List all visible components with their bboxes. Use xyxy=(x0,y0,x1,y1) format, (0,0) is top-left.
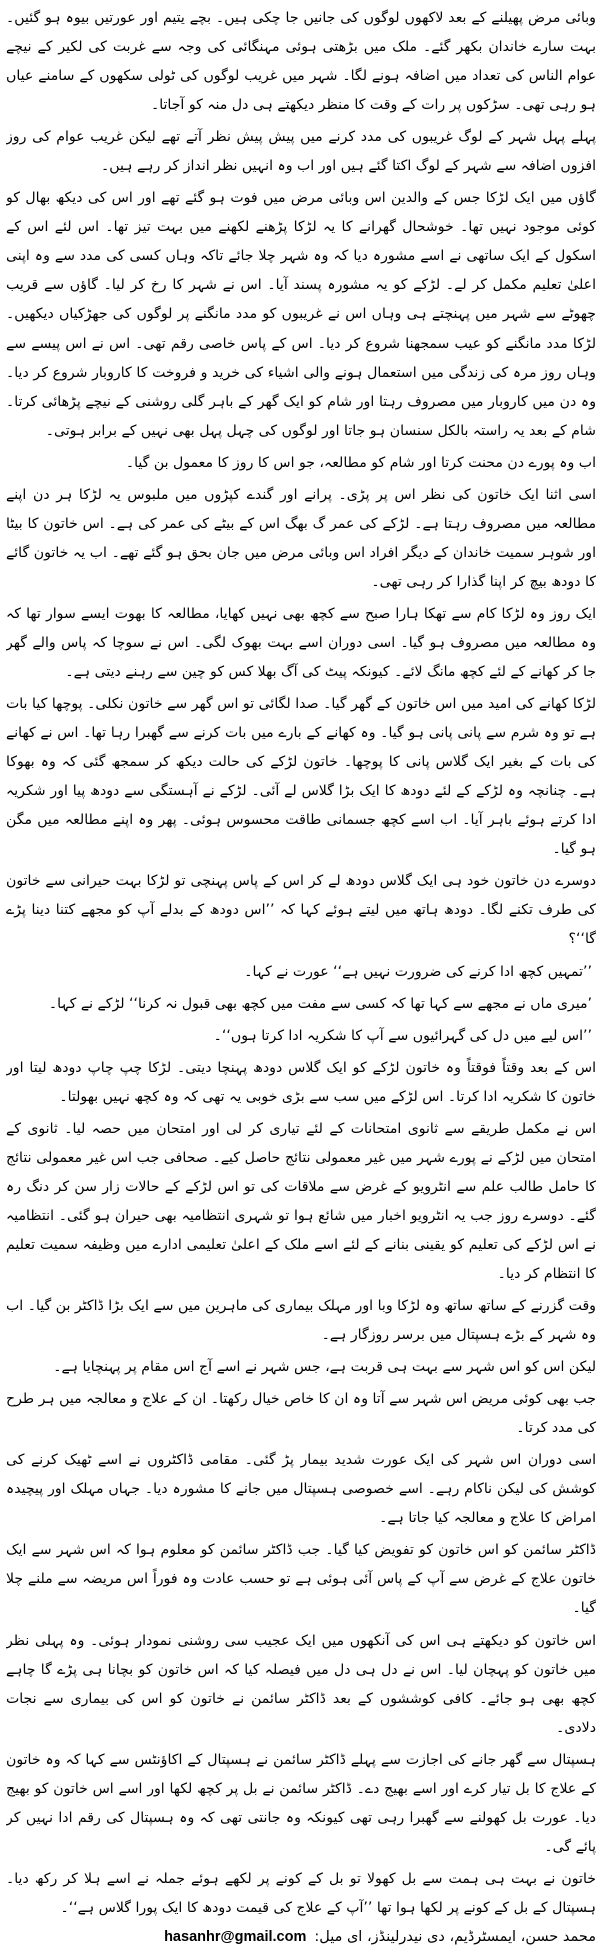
article-paragraph-16: جب بھی کوئی مریض اس شہر سے آتا وہ ان کا خاص خیال رکھتا۔ ان کے علاج و معالجہ میں ہر طرح کی مدد کرتا۔ xyxy=(6,1391,596,1437)
author-signature xyxy=(6,1927,596,1947)
article-paragraph-5: اسی اثنا ایک خاتون کی نظر اس پر پڑی۔ پرانے اور گندے کپڑوں میں ملبوس یہ لڑکا ہر دن اپنے مطالعہ میں مصروف رہتا ہے۔ لڑکے کی عمر گ بھگ اس کے بیٹے کی عمر کی ہے۔ اس خاتون کا بیٹا اور شوہر سمیت خاندان کے دیگر افراد اس وبائی مرض میں جان بحق ہو گئے تھے۔ اب یہ خاتون گائے کا دودھ بیچ کر اپنا گذارا کر رہی تھی۔ xyxy=(6,486,596,590)
article-paragraph-21: خاتون نے بہت ہی ہمت سے بل کھولا تو بل کے کونے پر لکھے ہوئے جملہ نے اسے ہلا کر رکھ دیا۔ ہسپتال کے بل کے کونے پر لکھا ہوا تھا ’’آپ کے علاج کی قیمت دودھ کا ایک پورا گلاس ہے‘‘۔ xyxy=(6,1870,596,1916)
article-paragraph-14: وقت گزرنے کے ساتھ ساتھ وہ لڑکا وبا اور مہلک بیماری کی ماہرین میں سے ایک بڑا ڈاکٹر بن گیا۔ اب وہ شہر کے بڑے ہسپتال میں برسر روزگار ہے۔ xyxy=(6,1298,596,1344)
article-paragraph-7: لڑکا کھانے کی امید میں اس خاتون کے گھر گیا۔ صدا لگائی تو اس گھر سے خاتون نکلی۔ پوچھا کیا بات ہے تو وہ شرم سے پانی پانی ہو گیا۔ وہ کھانے کے بارے میں بات کرنے سے گھبرا رہا تھا۔ اس نے کھانے کی بات کے بغیر ایک گلاس پانی کا پوچھا۔ خاتون لڑکے کی حالت دیکھ کر سمجھ گئی کہ وہ بھوکا ہے۔ چنانچہ وہ لڑکے کے لئے دودھ کا ایک بڑا گلاس لے آئی۔ لڑکے نے آہستگی سے دودھ پیا اور شکریہ ادا کرتے ہوئے باہر آیا۔ اب اسے کچھ جسمانی طاقت محسوس ہوئی۔ پھر وہ اپنے مطالعہ میں مگن ہو گیا۔ xyxy=(6,696,596,858)
article-paragraph-6: ایک روز وہ لڑکا کام سے تھکا ہارا صبح سے کچھ بھی نہیں کھایا، مطالعہ کا بھوت ایسے سوار تھا کہ وہ مطالعہ میں مصروف ہو گیا۔ اسی دوران اسے بہت بھوک لگی۔ اس نے سوچا کہ پاس والے گھر جا کر کھانے کے لئے کچھ مانگ لائے۔ کیونکہ پیٹ کی آگ بھلا کس کو چین سے رہنے دیتی ہے۔ xyxy=(6,605,596,681)
author-email[interactable]: hasanhr@gmail.com xyxy=(164,1929,307,1945)
article-paragraph-1: وبائی مرض پھیلنے کے بعد لاکھوں لوگوں کی جانیں جا چکی ہیں۔ بچے یتیم اور عورتیں بیوہ ہو گئیں۔ بہت سارے خاندان بکھر گئے۔ ملک میں بڑھتی ہوئی مہنگائی کی وجہ سے غربت کی لکیر کے نیچے عوام الناس کی تعداد میں اضافہ ہونے لگا۔ شہر میں غریب لوگوں کی ٹولی سکھوں کے سامنے عیاں ہو رہی تھی۔ سڑکوں پر رات کے وقت کا منظر دیکھتے ہی دل منہ کو آجاتا۔ xyxy=(6,10,596,114)
article-paragraph-12: اس کے بعد وقتاً فوقتاً وہ خاتون لڑکے کو ایک گلاس دودھ پہنچا دیتی۔ لڑکا چپ چاپ دودھ لیتا اور خاتون کا شکریہ ادا کرتا۔ اس لڑکے میں سب سے بڑی خوبی یہ تھی کہ وہ کچھ نہیں بھولتا۔ xyxy=(6,1059,596,1105)
article-paragraph-3: گاؤں میں ایک لڑکا جس کے والدین اس وبائی مرض میں فوت ہو گئے تھے اور اس کی دیکھ بھال کو کوئی موجود نہیں تھا۔ خوشحال گھرانے کا یہ لڑکا پڑھنے لکھنے میں بہت تیز تھا۔ اس لئے اس کے اسکول کے ایک ساتھی نے اسے مشورہ دیا کہ وہ شہر چلا جائے تاکہ وہاں کسی کی مدد سے وہ اپنی اعلیٰ تعلیم مکمل کر لے۔ لڑکے کو یہ مشورہ پسند آیا۔ اس نے شہر کا رخ کر لیا۔ گاؤں سے قریب چھوٹے سے شہر میں پہنچتے ہی وہاں اس نے غریبوں کو مدد مانگنے پر لوگوں کی جھڑکیاں دیکھیں۔ لڑکا مدد مانگنے کو عیب سمجھنا شروع کر دیا۔ اس کے پاس خاصی رقم تھی۔ اس نے اس پیسے سے وہاں روز مرہ کی زندگی میں استعمال ہونے والی اشیاء کی خرید و فروخت کا کاروبار شروع کر دیا۔ وہ دن میں کاروبار میں مصروف رہتا اور شام کو ایک گھر کے باہر گلی روشنی کے نیچے پڑھائی کرتا۔ شام کے بعد یہ راستہ بالکل سنسان ہو جاتا اور لوگوں کی چہل پہل بھی نہیں کے برابر ہوتی۔ xyxy=(6,190,596,439)
article-paragraph-8: دوسرے دن خاتون خود ہی ایک گلاس دودھ لے کر اس کے پاس پہنچی تو لڑکا بہت حیرانی سے خاتون کی طرف تکنے لگا۔ دودھ ہاتھ میں لیتے ہوئے کہا کہ ’’اس دودھ کے بدلے آپ کو مجھے کتنا دینا پڑے گا‘‘؟ xyxy=(6,873,596,948)
article-paragraph-18: ڈاکٹر سائمن کو اس خاتون کو تفویض کیا گیا۔ جب ڈاکٹر سائمن کو معلوم ہوا کہ اس شہر سے ایک خاتون علاج کے غرض سے آپ کے پاس آئی ہوئی ہے تو حسب عادت وہ فوراً اس مریضہ سے ملنے چلا گیا۔ xyxy=(6,1542,596,1617)
article-paragraph-20: ہسپتال سے گھر جانے کی اجازت سے پہلے ڈاکٹر سائمن نے ہسپتال کے اکاؤنٹس سے کہا کہ وہ خاتون کے علاج کا بل تیار کرے اور اسے بھیج دے۔ ڈاکٹر سائمن نے بل پر کچھ لکھا اور اسے اس خاتون کو بھیج دیا۔ عورت بل کھولنے سے گھبرا رہی تھی کیونکہ وہ جانتی تھی کہ وہ ہسپتال کی رقم ادا نہیں کر پائے گی۔ xyxy=(6,1751,596,1855)
dialogue-boy-mother-advice: ’میری ماں نے مجھے سے کہا تھا کہ کسی سے مفت میں کچھ بھی قبول نہ کرنا‘‘ لڑکے نے کہا۔ xyxy=(48,995,592,1012)
article-paragraph-2: پہلے پہل شہر کے لوگ غریبوں کی مدد کرنے میں پیش پیش نظر آتے تھے لیکن غریب عوام کی روز افزوں اضافہ سے شہر کے لوگ اکتا گئے ہیں اور اب وہ انہیں نظر انداز کر رہے ہیں۔ xyxy=(6,129,596,175)
author-name-location: محمد حسن، ایمسٹرڈیم، دی نیدرلینڈز، ای میل: xyxy=(314,1929,596,1945)
article-paragraph-19: اس خاتون کو دیکھتے ہی اس کی آنکھوں میں ایک عجیب سی روشنی نمودار ہوئی۔ وہ پہلی نظر میں خاتون کو پہچان لیا۔ اس نے دل ہی دل میں فیصلہ کیا کہ اس خاتون کو بچانا ہی پڑے گا چاہے کچھ بھی ہو جائے۔ کافی کوششوں کے بعد ڈاکٹر سائمن نے خاتون کو اس کی بیماری سے نجات دلادی۔ xyxy=(6,1632,596,1736)
dialogue-woman-reply: ’’تمہیں کچھ ادا کرنے کی ضرورت نہیں ہے‘‘ عورت نے کہا۔ xyxy=(244,963,592,980)
article-paragraph-17: اسی دوران اس شہر کی ایک عورت شدید بیمار پڑ گئی۔ مقامی ڈاکٹروں نے اسے ٹھیک کرنے کی کوشش کی لیکن ناکام رہے۔ اسے خصوصی ہسپتال میں جانے کا مشورہ دیا۔ جہاں مہلک اور پیچیدہ امراض کا علاج و معالجہ کیا جاتا ہے۔ xyxy=(6,1452,596,1527)
article-paragraph-13: اس نے مکمل طریقے سے ثانوی امتحانات کے لئے تیاری کر لی اور امتحان میں حصہ لیا۔ ثانوی کے امتحان میں لڑکے نے پورے شہر میں غیر معمولی نتائج حاصل کیے۔ صحافی جب اس غیر معمولی نتائج کا حامل طالب علم سے انٹرویو کے غرض سے ملاقات کی تو اس لڑکے کے حالات زار سن کر دنگ رہ گئے۔ دوسرے روز جب یہ انٹرویو اخبار میں شائع ہوا تو شہری انتظامیہ بھی حیران ہو گئی۔ انتظامیہ نے اس لڑکے کی تعلیم کو یقینی بنانے کے لئے اسے ملک کے اعلیٰ تعلیمی ادارے میں وظیفہ سمیت تعلیم کا انتظام کر دیا۔ xyxy=(6,1120,596,1282)
article-paragraph-15: لیکن اس کو اس شہر سے بہت ہی قربت ہے، جس شہر نے اسے آج اس مقام پر پہنچایا ہے۔ xyxy=(53,1359,596,1376)
article-paragraph-4: اب وہ پورے دن محنت کرتا اور شام کو مطالعہ، جو اس کا روز کا معمول بن گیا۔ xyxy=(125,454,596,471)
dialogue-boy-thanks: ’’اس لیے میں دل کی گہرائیوں سے آپ کا شکریہ ادا کرتا ہوں‘‘۔ xyxy=(213,1027,592,1044)
